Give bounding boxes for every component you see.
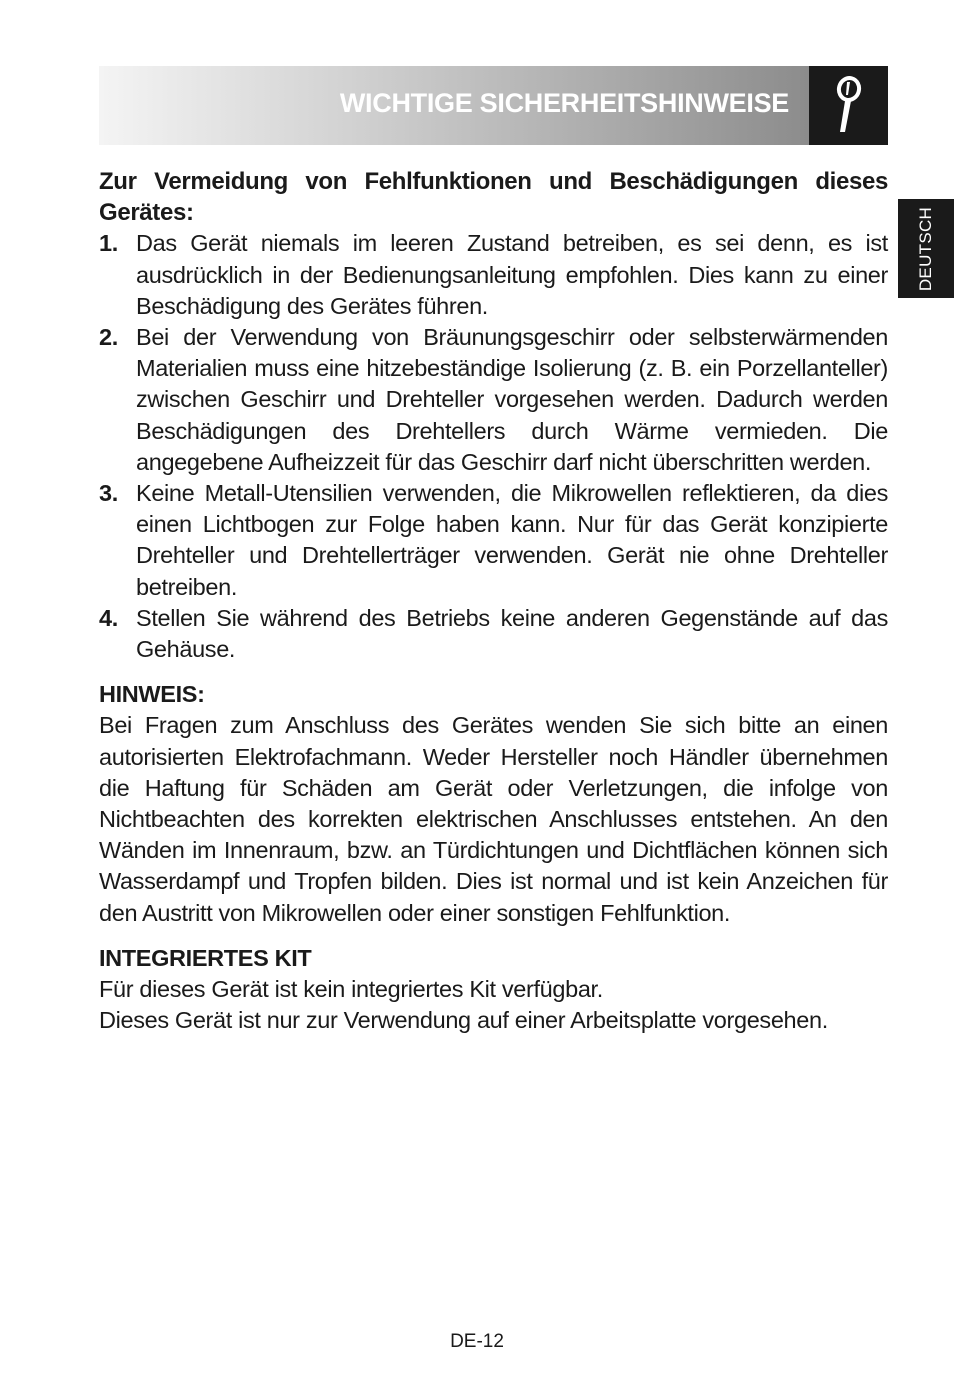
section-header-bar — [99, 66, 809, 145]
list-item — [99, 478, 888, 603]
list-item — [99, 322, 888, 478]
list-item-number: 2. — [99, 324, 118, 351]
page-title: WICHTIGE SICHERHEITSHINWEISE — [339, 88, 789, 118]
list-item-text: Keine Metall-Utensilien verwenden, die Mikrowellen reflektieren, da dies einen Lichtbogen zur Folge haben kann. Nur für das Gerät konzipierte Drehteller und Drehtellerträger verwenden. Gerät nie ohne Drehteller betreiben. — [136, 480, 888, 600]
header-icon-box — [809, 66, 888, 145]
kit-heading: INTEGRIERTES KIT — [99, 944, 312, 971]
list-item-text: Das Gerät niemals im leeren Zustand betreiben, es sei denn, es ist ausdrücklich in der Bedienungsanleitung empfohlen. Dies kann zu einer Beschädigung des Gerätes führen. — [136, 230, 888, 319]
list-item-number: 1. — [99, 230, 118, 257]
list-item-number: 4. — [99, 604, 118, 631]
list-item-text: Bei der Verwendung von Bräunungsgeschirr oder selbsterwärmenden Materialien muss eine hitzebeständige Isolierung (z. B. ein Porzellanteller) zwischen Geschirr und Drehteller vorgesehen werden. Dadurch werden Beschädigungen des Drehtellers durch Wärme vermieden. Die angegebene Aufheizzeit für das Geschirr darf nicht überschritten werden. — [136, 324, 888, 475]
hinweis-heading: HINWEIS: — [99, 681, 205, 708]
kit-text-1: Für dieses Gerät ist kein integriertes Kit verfügbar. — [99, 976, 603, 1003]
list-item — [99, 603, 888, 665]
hinweis-text: Bei Fragen zum Anschluss des Gerätes wenden Sie sich bitte an einen autorisierten Elektrofachmann. Weder Hersteller noch Händler übernehmen die Haftung für Schäden am Gerät oder Verletzungen, die infolge von Nichtbeachten des korrekten elektrischen Anschlusses entstehen. An den Wänden im Innenraum, bzw. an Türdichtungen und Dichtflächen können sich Wasserdampf und Tropfen bilden. Dies ist normal und ist kein Anzeichen für den Austritt von Mikrowellen oder einer sonstigen Fehlfunktion. — [99, 712, 888, 926]
section-heading: Zur Vermeidung von Fehlfunktionen und Beschädigungen dieses Gerätes: — [99, 168, 888, 227]
kit-text-2: Dieses Gerät ist nur zur Verwendung auf einer Arbeitsplatte vorgesehen. — [99, 1007, 828, 1034]
list-item-number: 3. — [99, 480, 118, 507]
list-item-text: Stellen Sie während des Betriebs keine anderen Gegenstände auf das Gehäuse. — [136, 604, 888, 663]
language-tab-label: DEUTSCH — [916, 206, 935, 291]
warning-list — [99, 228, 888, 665]
page-number: DE-12 — [450, 1331, 504, 1352]
list-item — [99, 228, 888, 322]
language-tab — [898, 199, 954, 298]
info-warning-icon — [833, 76, 863, 136]
main-content — [99, 166, 888, 1036]
